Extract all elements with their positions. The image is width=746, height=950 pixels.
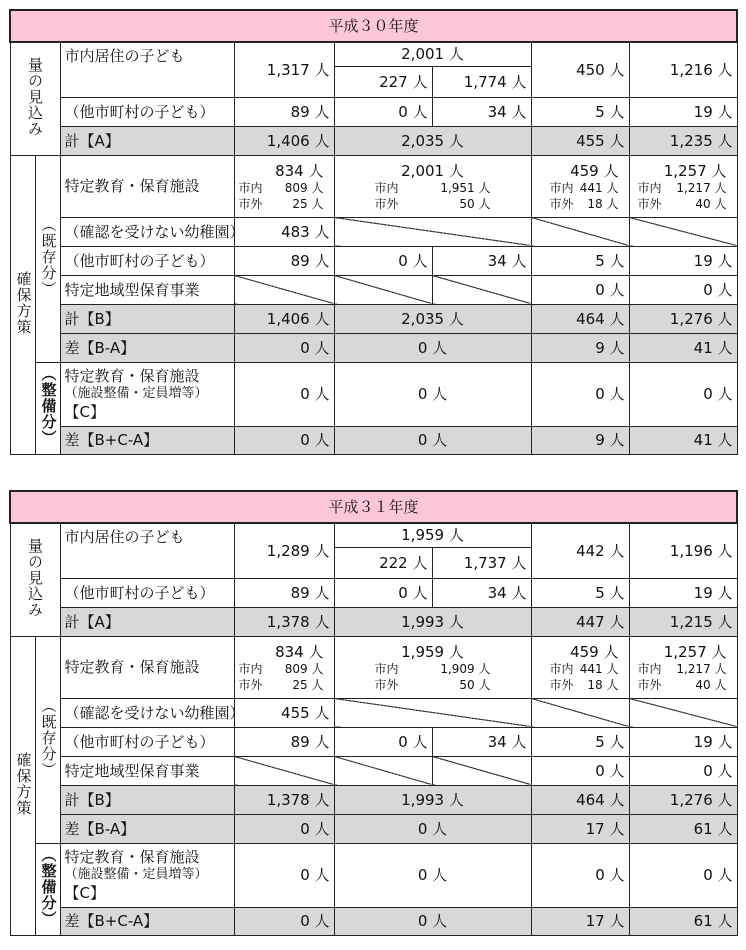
capacity-table bbox=[9, 490, 738, 936]
row-label-diff-ba: 差【B-A】 bbox=[60, 333, 234, 362]
cell-value: 464 人 bbox=[531, 785, 629, 814]
cell-value: 1,317 人 bbox=[234, 42, 334, 97]
cell-value: 0 人 bbox=[531, 275, 629, 304]
row-label-total-a: 計【A】 bbox=[60, 607, 234, 636]
demand-section-label: 量の見込み bbox=[10, 523, 60, 636]
cell-value: 0 人 bbox=[629, 275, 737, 304]
cell-value: 0 人 bbox=[334, 907, 531, 935]
cell-value: 0 人 bbox=[531, 362, 629, 426]
empty-cell bbox=[334, 756, 432, 785]
cell-value: 1,276 人 bbox=[629, 785, 737, 814]
dev-section-label: （整備分） bbox=[35, 843, 60, 935]
cell-value: 1,993 人 bbox=[334, 607, 531, 636]
cell-value: 5 人 bbox=[531, 727, 629, 756]
cell-value: 0 人 bbox=[334, 843, 531, 907]
cell-value: 1,774 人 bbox=[432, 66, 531, 97]
cell-value: 5 人 bbox=[531, 97, 629, 126]
cell-breakdown: 1,257 人 市内 1,217 人 市外 40 人 bbox=[629, 155, 737, 217]
cell-value: 89 人 bbox=[234, 246, 334, 275]
row-label-diff-bca: 差【B+C-A】 bbox=[60, 426, 234, 454]
cell-value: 19 人 bbox=[629, 727, 737, 756]
row-label-regional: 特定地域型保育事業 bbox=[60, 756, 234, 785]
row-label-total-a: 計【A】 bbox=[60, 126, 234, 155]
cell-value: 34 人 bbox=[432, 578, 531, 607]
cell-breakdown: 834 人 市内 809 人 市外 25 人 bbox=[234, 155, 334, 217]
cell-breakdown: 459 人 市内 441 人 市外 18 人 bbox=[531, 636, 629, 698]
cell-value: 455 人 bbox=[531, 126, 629, 155]
empty-cell bbox=[629, 217, 737, 246]
cell-breakdown: 2,001 人 市内 1,951 人 市外 50 人 bbox=[334, 155, 531, 217]
cell-value: 34 人 bbox=[432, 727, 531, 756]
cell-value: 9 人 bbox=[531, 426, 629, 454]
cell-value: 5 人 bbox=[531, 246, 629, 275]
cell-value: 483 人 bbox=[234, 217, 334, 246]
cell-value: 0 人 bbox=[334, 362, 531, 426]
cell-value: 89 人 bbox=[234, 97, 334, 126]
empty-cell bbox=[432, 756, 531, 785]
row-label-other-muni: （他市町村の子ども） bbox=[60, 727, 234, 756]
cell-value: 1,406 人 bbox=[234, 126, 334, 155]
cell-value: 0 人 bbox=[531, 843, 629, 907]
cell-value: 0 人 bbox=[334, 426, 531, 454]
cell-value: 0 人 bbox=[629, 756, 737, 785]
row-label-facility: 特定教育・保育施設 bbox=[60, 636, 234, 698]
cell-value: 1,215 人 bbox=[629, 607, 737, 636]
row-label-facility: 特定教育・保育施設 bbox=[60, 155, 234, 217]
cell-value: 34 人 bbox=[432, 246, 531, 275]
cell-value: 0 人 bbox=[334, 727, 432, 756]
cell-value: 61 人 bbox=[629, 907, 737, 935]
cell-value: 0 人 bbox=[629, 362, 737, 426]
cell-value: 0 人 bbox=[234, 843, 334, 907]
existing-section-label: （既存分） bbox=[35, 636, 60, 843]
cell-value: 2,001 人 bbox=[334, 42, 531, 66]
row-label-dev: 特定教育・保育施設 （施設整備・定員増等） 【C】 bbox=[60, 843, 234, 907]
empty-cell bbox=[334, 698, 531, 727]
dev-section-label: （整備分） bbox=[35, 362, 60, 454]
cell-value: 5 人 bbox=[531, 578, 629, 607]
empty-cell bbox=[432, 275, 531, 304]
cell-value: 0 人 bbox=[234, 814, 334, 843]
empty-cell bbox=[334, 275, 432, 304]
empty-cell bbox=[334, 217, 531, 246]
cell-breakdown: 1,257 人 市内 1,217 人 市外 40 人 bbox=[629, 636, 737, 698]
cell-value: 1,216 人 bbox=[629, 42, 737, 97]
cell-value: 61 人 bbox=[629, 814, 737, 843]
cell-value: 0 人 bbox=[334, 246, 432, 275]
cell-value: 1,289 人 bbox=[234, 523, 334, 578]
cell-value: 17 人 bbox=[531, 814, 629, 843]
row-label-kindergarten: （確認を受けない幼稚園） bbox=[60, 698, 234, 727]
cell-value: 19 人 bbox=[629, 97, 737, 126]
row-label-kindergarten: （確認を受けない幼稚園） bbox=[60, 217, 234, 246]
cell-value: 0 人 bbox=[234, 907, 334, 935]
year-title: 平成３０年度 bbox=[10, 10, 737, 42]
cell-value: 17 人 bbox=[531, 907, 629, 935]
cell-value: 2,035 人 bbox=[334, 126, 531, 155]
row-label-diff-bca: 差【B+C-A】 bbox=[60, 907, 234, 935]
cell-value: 1,737 人 bbox=[432, 547, 531, 578]
empty-cell bbox=[629, 698, 737, 727]
cell-value: 1,235 人 bbox=[629, 126, 737, 155]
empty-cell bbox=[234, 275, 334, 304]
cell-value: 0 人 bbox=[334, 814, 531, 843]
cell-breakdown: 834 人 市内 809 人 市外 25 人 bbox=[234, 636, 334, 698]
cell-value: 1,378 人 bbox=[234, 785, 334, 814]
cell-value: 1,959 人 bbox=[334, 523, 531, 547]
year-title: 平成３１年度 bbox=[10, 491, 737, 523]
empty-cell bbox=[234, 756, 334, 785]
cell-value: 41 人 bbox=[629, 426, 737, 454]
cell-value: 0 人 bbox=[334, 97, 432, 126]
demand-section-label: 量の見込み bbox=[10, 42, 60, 155]
cell-value: 227 人 bbox=[334, 66, 432, 97]
row-label-other-muni: （他市町村の子ども） bbox=[60, 246, 234, 275]
cell-value: 0 人 bbox=[234, 426, 334, 454]
row-label-total-b: 計【B】 bbox=[60, 304, 234, 333]
cell-value: 19 人 bbox=[629, 246, 737, 275]
cell-breakdown: 1,959 人 市内 1,909 人 市外 50 人 bbox=[334, 636, 531, 698]
cell-value: 89 人 bbox=[234, 578, 334, 607]
empty-cell bbox=[531, 698, 629, 727]
row-label-diff-ba: 差【B-A】 bbox=[60, 814, 234, 843]
capacity-table bbox=[9, 9, 738, 455]
cell-value: 19 人 bbox=[629, 578, 737, 607]
row-label-resident: 市内居住の子ども bbox=[60, 42, 234, 97]
cell-value: 0 人 bbox=[234, 333, 334, 362]
cell-value: 442 人 bbox=[531, 523, 629, 578]
cell-value: 41 人 bbox=[629, 333, 737, 362]
row-label-regional: 特定地域型保育事業 bbox=[60, 275, 234, 304]
cell-value: 447 人 bbox=[531, 607, 629, 636]
existing-section-label: （既存分） bbox=[35, 155, 60, 362]
supply-section-label: 確保方策 bbox=[10, 636, 35, 935]
row-label-other-muni: （他市町村の子ども） bbox=[60, 578, 234, 607]
cell-value: 2,035 人 bbox=[334, 304, 531, 333]
row-label-resident: 市内居住の子ども bbox=[60, 523, 234, 578]
cell-value: 1,196 人 bbox=[629, 523, 737, 578]
cell-value: 0 人 bbox=[629, 843, 737, 907]
empty-cell bbox=[531, 217, 629, 246]
cell-value: 1,993 人 bbox=[334, 785, 531, 814]
cell-value: 0 人 bbox=[334, 333, 531, 362]
cell-value: 1,378 人 bbox=[234, 607, 334, 636]
cell-value: 34 人 bbox=[432, 97, 531, 126]
cell-value: 455 人 bbox=[234, 698, 334, 727]
supply-section-label: 確保方策 bbox=[10, 155, 35, 454]
cell-breakdown: 459 人 市内 441 人 市外 18 人 bbox=[531, 155, 629, 217]
cell-value: 222 人 bbox=[334, 547, 432, 578]
cell-value: 1,276 人 bbox=[629, 304, 737, 333]
cell-value: 0 人 bbox=[234, 362, 334, 426]
cell-value: 0 人 bbox=[334, 578, 432, 607]
cell-value: 450 人 bbox=[531, 42, 629, 97]
cell-value: 464 人 bbox=[531, 304, 629, 333]
cell-value: 1,406 人 bbox=[234, 304, 334, 333]
cell-value: 0 人 bbox=[531, 756, 629, 785]
row-label-dev: 特定教育・保育施設 （施設整備・定員増等） 【C】 bbox=[60, 362, 234, 426]
row-label-other-muni: （他市町村の子ども） bbox=[60, 97, 234, 126]
row-label-total-b: 計【B】 bbox=[60, 785, 234, 814]
cell-value: 89 人 bbox=[234, 727, 334, 756]
cell-value: 9 人 bbox=[531, 333, 629, 362]
